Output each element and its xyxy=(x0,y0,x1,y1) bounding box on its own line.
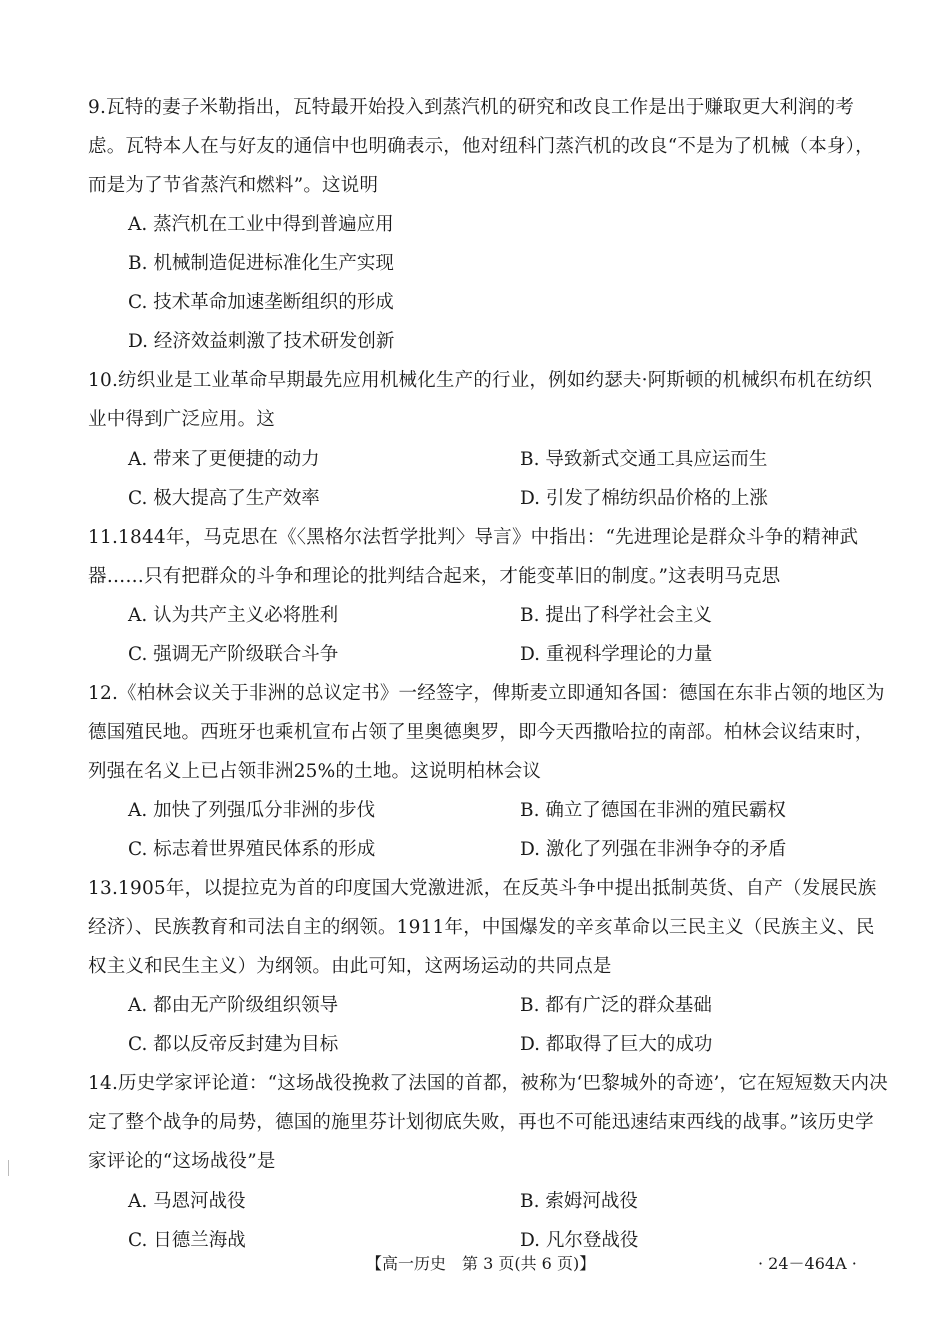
question-14-option-c: C. 日德兰海战 xyxy=(128,1230,246,1251)
question-13-option-c: C. 都以反帝反封建为目标 xyxy=(128,1034,339,1055)
question-10-stem: 10.纺织业是工业革命早期最先应用机械化生产的行业，例如约瑟夫·阿斯顿的机械织布机在纺织业中得到广泛应用。这 xyxy=(88,370,873,430)
question-11-option-b: B. 提出了科学社会主义 xyxy=(520,605,712,626)
question-14-option-a: A. 马恩河战役 xyxy=(128,1191,246,1212)
question-10-option-d: D. 引发了棉纺织品价格的上涨 xyxy=(520,488,768,509)
question-13-stem: 13.1905年，以提拉克为首的印度国大党激进派，在反英斗争中提出抵制英货、自产（发展民族经济）、民族教育和司法自主的纲领。1911年，中国爆发的辛亥革命以三民主义（民族主义、民权主义和民生主义）为纲领。由此可知，这两场运动的共同点是 xyxy=(88,878,877,977)
question-12-option-a: A. 加快了列强瓜分非洲的步伐 xyxy=(128,800,376,821)
question-12-option-d: D. 激化了列强在非洲争夺的矛盾 xyxy=(520,839,787,860)
question-14-option-d: D. 凡尔登战役 xyxy=(520,1230,639,1251)
question-11-option-c: C. 强调无产阶级联合斗争 xyxy=(128,644,339,665)
question-13-option-b: B. 都有广泛的群众基础 xyxy=(520,995,712,1016)
question-10-option-a: A. 带来了更便捷的动力 xyxy=(128,449,320,470)
question-10-option-c: C. 极大提高了生产效率 xyxy=(128,488,320,509)
question-13-option-d: D. 都取得了巨大的成功 xyxy=(520,1034,713,1055)
question-12-option-b: B. 确立了德国在非洲的殖民霸权 xyxy=(520,800,786,821)
page-number-footer: 【高一历史 第 3 页(共 6 页)】 xyxy=(366,1254,596,1273)
question-11-stem: 11.1844年，马克思在《〈黑格尔法哲学批判〉导言》中指出：“先进理论是群众斗争的精神武器……只有把群众的斗争和理论的批判结合起来，才能变革旧的制度。”这表明马克思 xyxy=(88,527,859,587)
question-14-option-b: B. 索姆河战役 xyxy=(520,1191,638,1212)
question-9-option-a: A. 蒸汽机在工业中得到普遍应用 xyxy=(128,214,394,235)
exam-code: · 24－464A · xyxy=(758,1254,857,1273)
question-11-option-a: A. 认为共产主义必将胜利 xyxy=(128,605,339,626)
question-9-option-c: C. 技术革命加速垄断组织的形成 xyxy=(128,292,394,313)
question-9-option-d: D. 经济效益刺激了技术研发创新 xyxy=(128,331,395,352)
question-9-stem: 9.瓦特的妻子米勒指出，瓦特最开始投入到蒸汽机的研究和改良工作是出于赚取更大利润的考虑。瓦特本人在与好友的通信中也明确表示，他对纽科门蒸汽机的改良“不是为了机械（本身），而是为了节省蒸汽和燃料”。这说明 xyxy=(88,97,874,196)
question-10-option-b: B. 导致新式交通工具应运而生 xyxy=(520,449,768,470)
question-13-option-a: A. 都由无产阶级组织领导 xyxy=(128,995,339,1016)
question-14-stem: 14.历史学家评论道：“这场战役挽救了法国的首都，被称为‘巴黎城外的奇迹’，它在短短数天内决定了整个战争的局势，德国的施里芬计划彻底失败，再也不可能迅速结束西线的战事。”该历史学家评论的“这场战役”是 xyxy=(88,1073,888,1172)
question-11-option-d: D. 重视科学理论的力量 xyxy=(520,644,713,665)
question-12-stem: 12.《柏林会议关于非洲的总议定书》一经签字，俾斯麦立即通知各国：德国在东非占领的地区为德国殖民地。西班牙也乘机宣布占领了里奥德奥罗，即今天西撒哈拉的南部。柏林会议结束时，列强在名义上已占领非洲25%的土地。这说明柏林会议 xyxy=(88,683,885,782)
scan-edge-mark xyxy=(8,1160,9,1176)
question-9-option-b: B. 机械制造促进标准化生产实现 xyxy=(128,253,394,274)
question-12-option-c: C. 标志着世界殖民体系的形成 xyxy=(128,839,376,860)
